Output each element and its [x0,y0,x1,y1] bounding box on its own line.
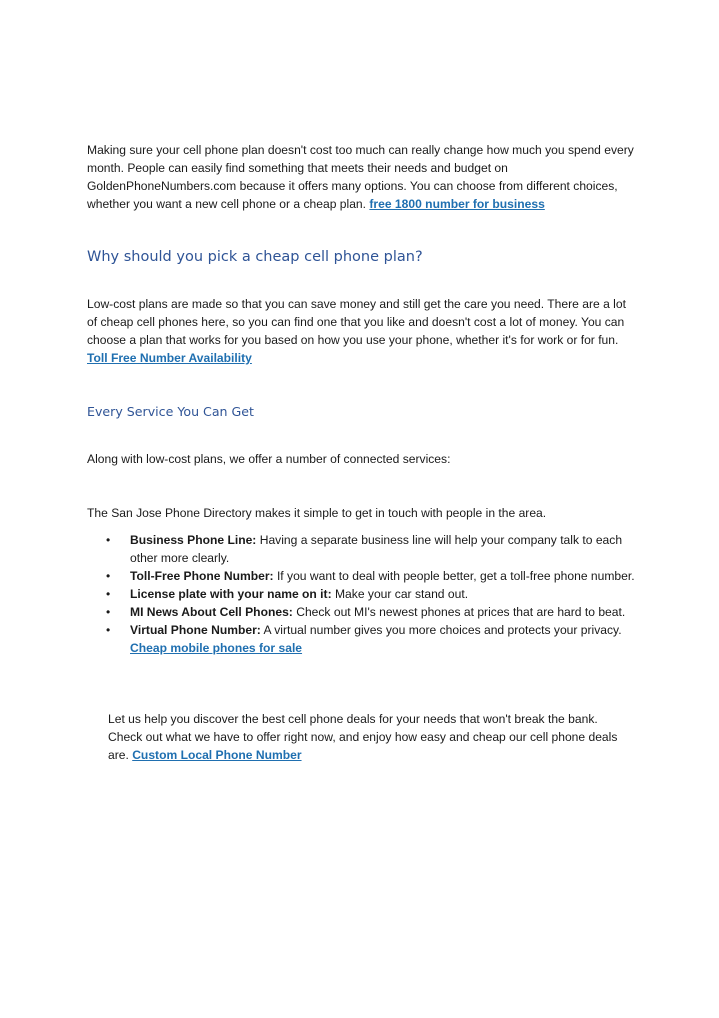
list-item-term: Virtual Phone Number: [130,623,261,637]
cheap-plan-text: Low-cost plans are made so that you can save money and still get the care you need. There are a lot of cheap cell phones here, so you can find one that you like and doesn't cost a lot of money. You can choose a plan that works for you based on how you use your phone, whether it's for work or for fun. [87,297,626,347]
cheap-mobile-phones-link[interactable]: Cheap mobile phones for sale [130,641,303,655]
list-item [87,603,635,621]
custom-local-number-link[interactable]: Custom Local Phone Number [132,748,302,762]
list-item-term: License plate with your name on it: [130,587,332,601]
intro-text: Making sure your cell phone plan doesn't cost too much can really change how much you spend every month. People can easily find something that meets their needs and budget on GoldenPhoneNumbers.com because it offers many options. You can choose from different choices, whether you want a new cell phone or a cheap plan. [87,143,634,211]
bullet-icon: • [106,623,111,637]
list-item [87,621,635,657]
section-heading-cheap-plan: Why should you pick a cheap cell phone plan? [87,249,423,265]
closing-paragraph [108,710,628,764]
list-item-term: Toll-Free Phone Number: [130,569,274,583]
section-heading-services: Every Service You Can Get [87,404,254,419]
list-item-desc: Make your car stand out. [331,587,469,601]
bullet-icon: • [106,587,111,601]
intro-paragraph [87,141,635,213]
directory-paragraph: The San Jose Phone Directory makes it simple to get in touch with people in the area. [87,506,547,520]
closing-text: Let us help you discover the best cell phone deals for your needs that won't break the bank. Check out what we have to offer right now, and enjoy how easy and cheap our cell phone deals are. [108,712,618,762]
list-item-term: MI News About Cell Phones: [130,605,293,619]
list-item [87,585,635,603]
free-1800-number-link[interactable]: free 1800 number for business [369,197,545,211]
list-item-term: Business Phone Line: [130,533,257,547]
bullet-icon: • [106,569,111,583]
services-list [87,531,635,657]
list-item [87,531,635,567]
bullet-icon: • [106,605,111,619]
list-item-desc: If you want to deal with people better, get a toll-free phone number. [273,569,635,583]
list-item-desc: Check out MI's newest phones at prices that are hard to beat. [292,605,626,619]
services-intro-paragraph: Along with low-cost plans, we offer a number of connected services: [87,452,451,466]
cheap-plan-paragraph [87,295,635,367]
list-item-desc: Having a separate business line will help your company talk to each other more clearly. [130,533,623,565]
list-item-desc: A virtual number gives you more choices and protects your privacy. [260,623,622,637]
list-item [87,567,635,585]
toll-free-availability-link[interactable]: Toll Free Number Availability [87,351,252,365]
bullet-icon: • [106,533,111,547]
